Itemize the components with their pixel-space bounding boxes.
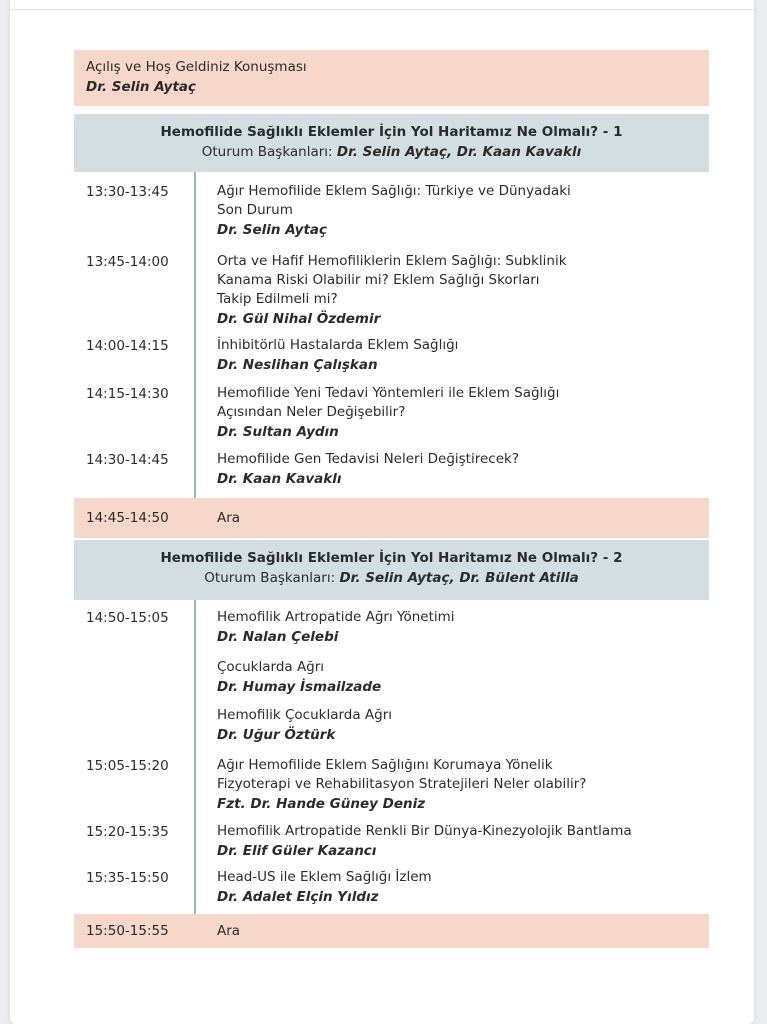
talk-speaker: Dr. Nalan Çelebi [217, 629, 339, 645]
talk-time: 14:30-14:45 [86, 452, 169, 468]
talk-title-line: Hemofilide Yeni Tedavi Yöntemleri ile Eklem Sağlığı [217, 385, 560, 401]
talk-row [74, 866, 709, 914]
talk-title-line: Ağır Hemofilide Eklem Sağlığı: Türkiye ve Dünyadaki [217, 183, 571, 199]
break-label: Ara [217, 510, 241, 526]
talk-speaker: Dr. Selin Aytaç [217, 222, 328, 238]
break-row [74, 498, 709, 538]
session-1-chairs: Dr. Selin Aytaç, Dr. Kaan Kavaklı [336, 144, 582, 160]
talk-row [74, 172, 709, 244]
session-1-title: Hemofilide Sağlıklı Eklemler İçin Yol Haritamız Ne Olmalı? - 1 [160, 124, 623, 140]
page-top-edge [10, 0, 754, 10]
session-1-header [74, 114, 709, 172]
talk-time [74, 658, 217, 702]
talk-speaker: Dr. Gül Nihal Özdemir [217, 311, 381, 327]
talk-title-line: Hemofilide Gen Tedavisi Neleri Değiştirecek? [217, 451, 519, 467]
talk-time: 14:00-14:15 [86, 338, 169, 354]
talk-title-line: Çocuklarda Ağrı [217, 659, 325, 675]
break-time: 14:45-14:50 [86, 510, 169, 526]
talk-row [74, 332, 709, 380]
talk-row [74, 654, 709, 702]
session-2-header [74, 540, 709, 600]
talk-speaker: Dr. Sultan Aydın [217, 424, 339, 440]
talk-speaker: Dr. Adalet Elçin Yıldız [217, 889, 379, 905]
talk-speaker: Dr. Humay İsmailzade [217, 679, 382, 695]
talk-time: 15:20-15:35 [86, 824, 169, 840]
talk-row [74, 600, 709, 654]
session-2-title: Hemofilide Sağlıklı Eklemler İçin Yol Haritamız Ne Olmalı? - 2 [160, 550, 623, 566]
session-2-talks [74, 600, 709, 948]
opening-title: Açılış ve Hoş Geldiniz Konuşması [86, 59, 307, 75]
session-1-talks [74, 172, 709, 538]
talk-row [74, 702, 709, 750]
talk-title-line: Ağır Hemofilide Eklem Sağlığını Korumaya Yönelik [217, 757, 553, 773]
talk-row [74, 750, 709, 820]
program-schedule [74, 50, 709, 948]
talk-title-line: Head-US ile Eklem Sağlığı İzlem [217, 869, 432, 885]
talk-title-line: Takip Edilmeli mi? [217, 291, 338, 307]
opening-speaker: Dr. Selin Aytaç [86, 79, 197, 95]
talk-speaker: Dr. Neslihan Çalışkan [217, 357, 378, 373]
talk-speaker: Fzt. Dr. Hande Güney Deniz [217, 796, 426, 812]
talk-time: 13:30-13:45 [86, 184, 169, 200]
talk-title-line: İnhibitörlü Hastalarda Eklem Sağlığı [217, 337, 459, 353]
talk-time: 14:50-15:05 [86, 610, 169, 626]
break-row [74, 914, 709, 948]
talk-title-line: Hemofilik Çocuklarda Ağrı [217, 707, 393, 723]
talk-speaker: Dr. Elif Güler Kazancı [217, 843, 377, 859]
session-2-chairs: Dr. Selin Aytaç, Dr. Bülent Atilla [339, 570, 579, 586]
talk-title-line: Orta ve Hafif Hemofiliklerin Eklem Sağlığı: Subklinik [217, 253, 567, 269]
session-2-chairs-label: Oturum Başkanları: [204, 570, 336, 586]
talk-title-line: Kanama Riski Olabilir mi? Eklem Sağlığı Skorları [217, 272, 540, 288]
break-label: Ara [217, 923, 241, 939]
talk-title-line: Açısından Neler Değişebilir? [217, 404, 406, 420]
talk-row [74, 244, 709, 332]
talk-row [74, 820, 709, 866]
talk-title-line: Hemofilik Artropatide Renkli Bir Dünya-Kinezyolojik Bantlama [217, 823, 632, 839]
talk-speaker: Dr. Uğur Öztürk [217, 727, 336, 743]
session-1-chairs-label: Oturum Başkanları: [201, 144, 333, 160]
break-time: 15:50-15:55 [86, 923, 169, 939]
talk-time: 15:05-15:20 [86, 758, 169, 774]
talk-time [74, 706, 217, 750]
program-page [10, 0, 754, 1024]
talk-speaker: Dr. Kaan Kavaklı [217, 471, 342, 487]
talk-title-line: Fizyoterapi ve Rehabilitasyon Stratejileri Neler olabilir? [217, 776, 587, 792]
talk-row [74, 380, 709, 446]
talk-title-line: Hemofilik Artropatide Ağrı Yönetimi [217, 609, 455, 625]
talk-title-line: Son Durum [217, 202, 293, 218]
talk-row [74, 446, 709, 498]
opening-block [74, 50, 709, 106]
talk-time: 14:15-14:30 [86, 386, 169, 402]
talk-time: 15:35-15:50 [86, 870, 169, 886]
talk-time: 13:45-14:00 [86, 254, 169, 270]
